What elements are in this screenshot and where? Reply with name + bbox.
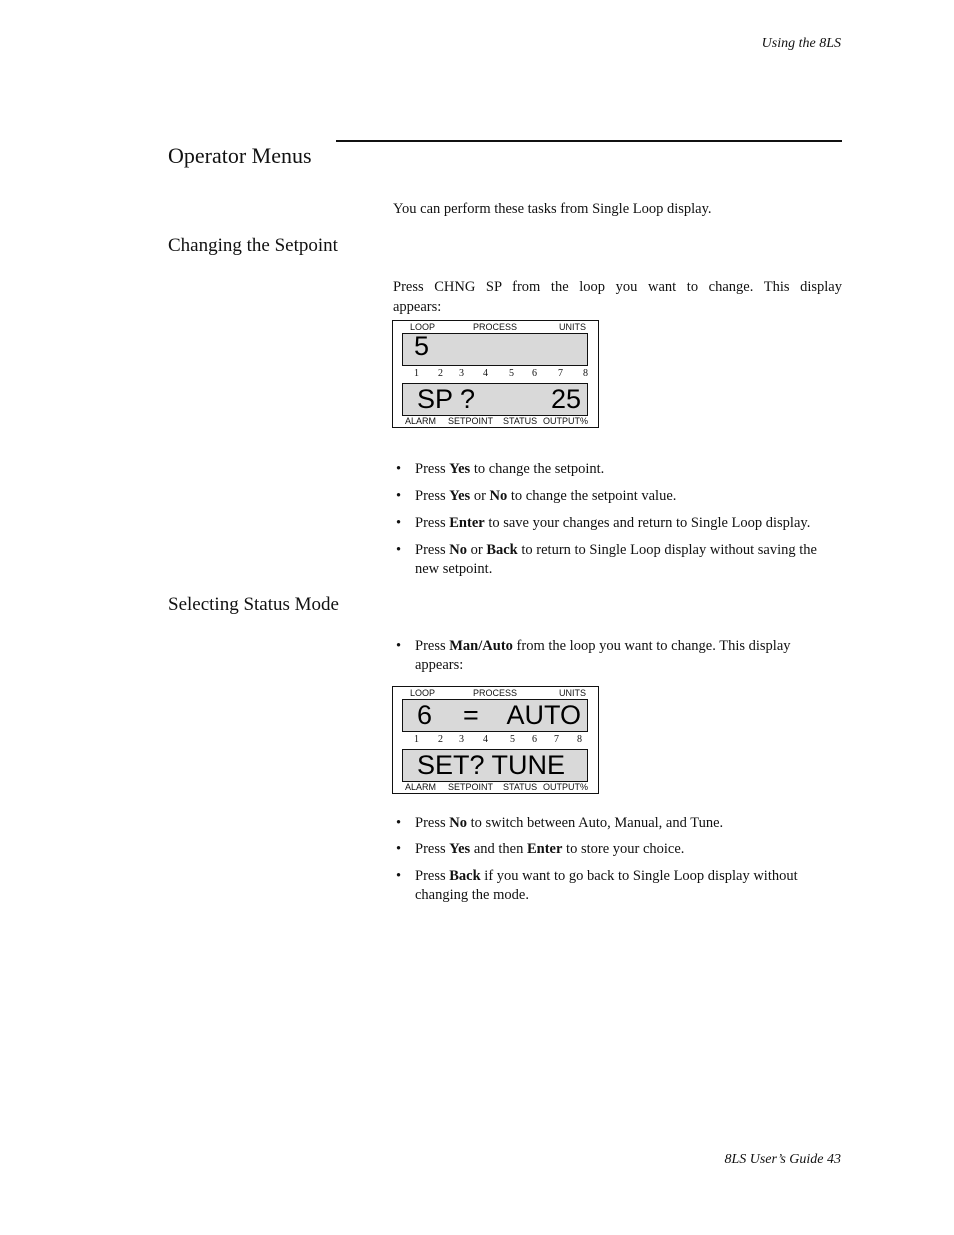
list-item: • Press Man/Auto from the loop you want to change. This display appears: bbox=[396, 638, 791, 673]
loop-number: 5 bbox=[414, 331, 430, 361]
setpoint-para-line1: Press CHNG SP from the loop you want to change. This display bbox=[393, 279, 842, 295]
loop-index: 5 bbox=[510, 734, 515, 745]
intro-text: You can perform these tasks from Single Loop display. bbox=[393, 201, 712, 217]
cap-setpoint: SETPOINT bbox=[448, 416, 494, 426]
setpoint-value: 25 bbox=[550, 384, 581, 414]
section-title: Operator Menus bbox=[168, 143, 312, 168]
cap-loop: LOOP bbox=[410, 322, 436, 332]
loop-index: 4 bbox=[483, 368, 488, 379]
loop-index: 1 bbox=[414, 734, 419, 745]
setpoint-prompt: SP ? bbox=[417, 384, 476, 414]
loop-index: 3 bbox=[459, 734, 464, 745]
loop-index: 4 bbox=[483, 734, 488, 745]
status-intro-list bbox=[393, 637, 843, 675]
cap-alarm: ALARM bbox=[405, 416, 437, 426]
list-item: • Press No to switch between Auto, Manual, and Tune. bbox=[396, 815, 724, 831]
cap-status: STATUS bbox=[503, 782, 538, 792]
list-item: • Press Back if you want to go back to Single Loop display without changing the mode. bbox=[396, 868, 798, 903]
cap-alarm: ALARM bbox=[405, 782, 437, 792]
cap-process: PROCESS bbox=[473, 322, 518, 332]
loop-number: 6 bbox=[417, 700, 433, 730]
setpoint-paragraph bbox=[393, 277, 842, 317]
cap-units: UNITS bbox=[559, 322, 586, 332]
list-item: • Press Enter to save your changes and return to Single Loop display. bbox=[396, 515, 811, 531]
lcd-bottom-window bbox=[402, 383, 588, 416]
equals-sign: = bbox=[463, 700, 479, 730]
list-item: • Press Yes to change the setpoint. bbox=[396, 461, 605, 477]
lcd-top-window bbox=[402, 333, 588, 366]
status-lcd-display bbox=[392, 686, 599, 794]
setpoint-lcd-display bbox=[392, 320, 599, 428]
mode-value: AUTO bbox=[506, 700, 581, 730]
running-head: Using the 8LS bbox=[761, 36, 841, 51]
cap-status: STATUS bbox=[503, 416, 538, 426]
list-item: • Press Yes or No to change the setpoint value. bbox=[396, 488, 677, 504]
loop-index: 7 bbox=[558, 368, 563, 379]
cap-process: PROCESS bbox=[473, 688, 518, 698]
section-rule bbox=[336, 140, 842, 142]
loop-index: 2 bbox=[438, 368, 443, 379]
cap-output: OUTPUT% bbox=[543, 782, 588, 792]
setpoint-heading: Changing the Setpoint bbox=[168, 235, 338, 256]
loop-index: 3 bbox=[459, 368, 464, 379]
loop-index: 8 bbox=[583, 368, 588, 379]
loop-index: 5 bbox=[509, 368, 514, 379]
loop-index: 2 bbox=[438, 734, 443, 745]
page-footer: 8LS User’s Guide 43 bbox=[724, 1152, 841, 1167]
lcd-bottom-window bbox=[402, 749, 588, 782]
loop-index: 6 bbox=[532, 368, 537, 379]
status-heading: Selecting Status Mode bbox=[168, 594, 339, 615]
loop-index: 1 bbox=[414, 368, 419, 379]
lcd-top-window bbox=[402, 699, 588, 732]
cap-loop: LOOP bbox=[410, 688, 436, 698]
setpoint-bullet-list bbox=[393, 460, 843, 579]
list-item: • Press No or Back to return to Single Loop display without saving the new setpoint. bbox=[396, 542, 817, 577]
cap-output: OUTPUT% bbox=[543, 416, 588, 426]
cap-setpoint: SETPOINT bbox=[448, 782, 494, 792]
loop-index: 6 bbox=[532, 734, 537, 745]
status-prompt: SET? TUNE bbox=[417, 750, 566, 780]
status-bullet-list bbox=[393, 814, 843, 905]
loop-index: 8 bbox=[577, 734, 582, 745]
loop-index: 7 bbox=[554, 734, 559, 745]
setpoint-para-line2: appears: bbox=[393, 299, 442, 315]
cap-units: UNITS bbox=[559, 688, 586, 698]
list-item: • Press Yes and then Enter to store your choice. bbox=[396, 841, 685, 857]
